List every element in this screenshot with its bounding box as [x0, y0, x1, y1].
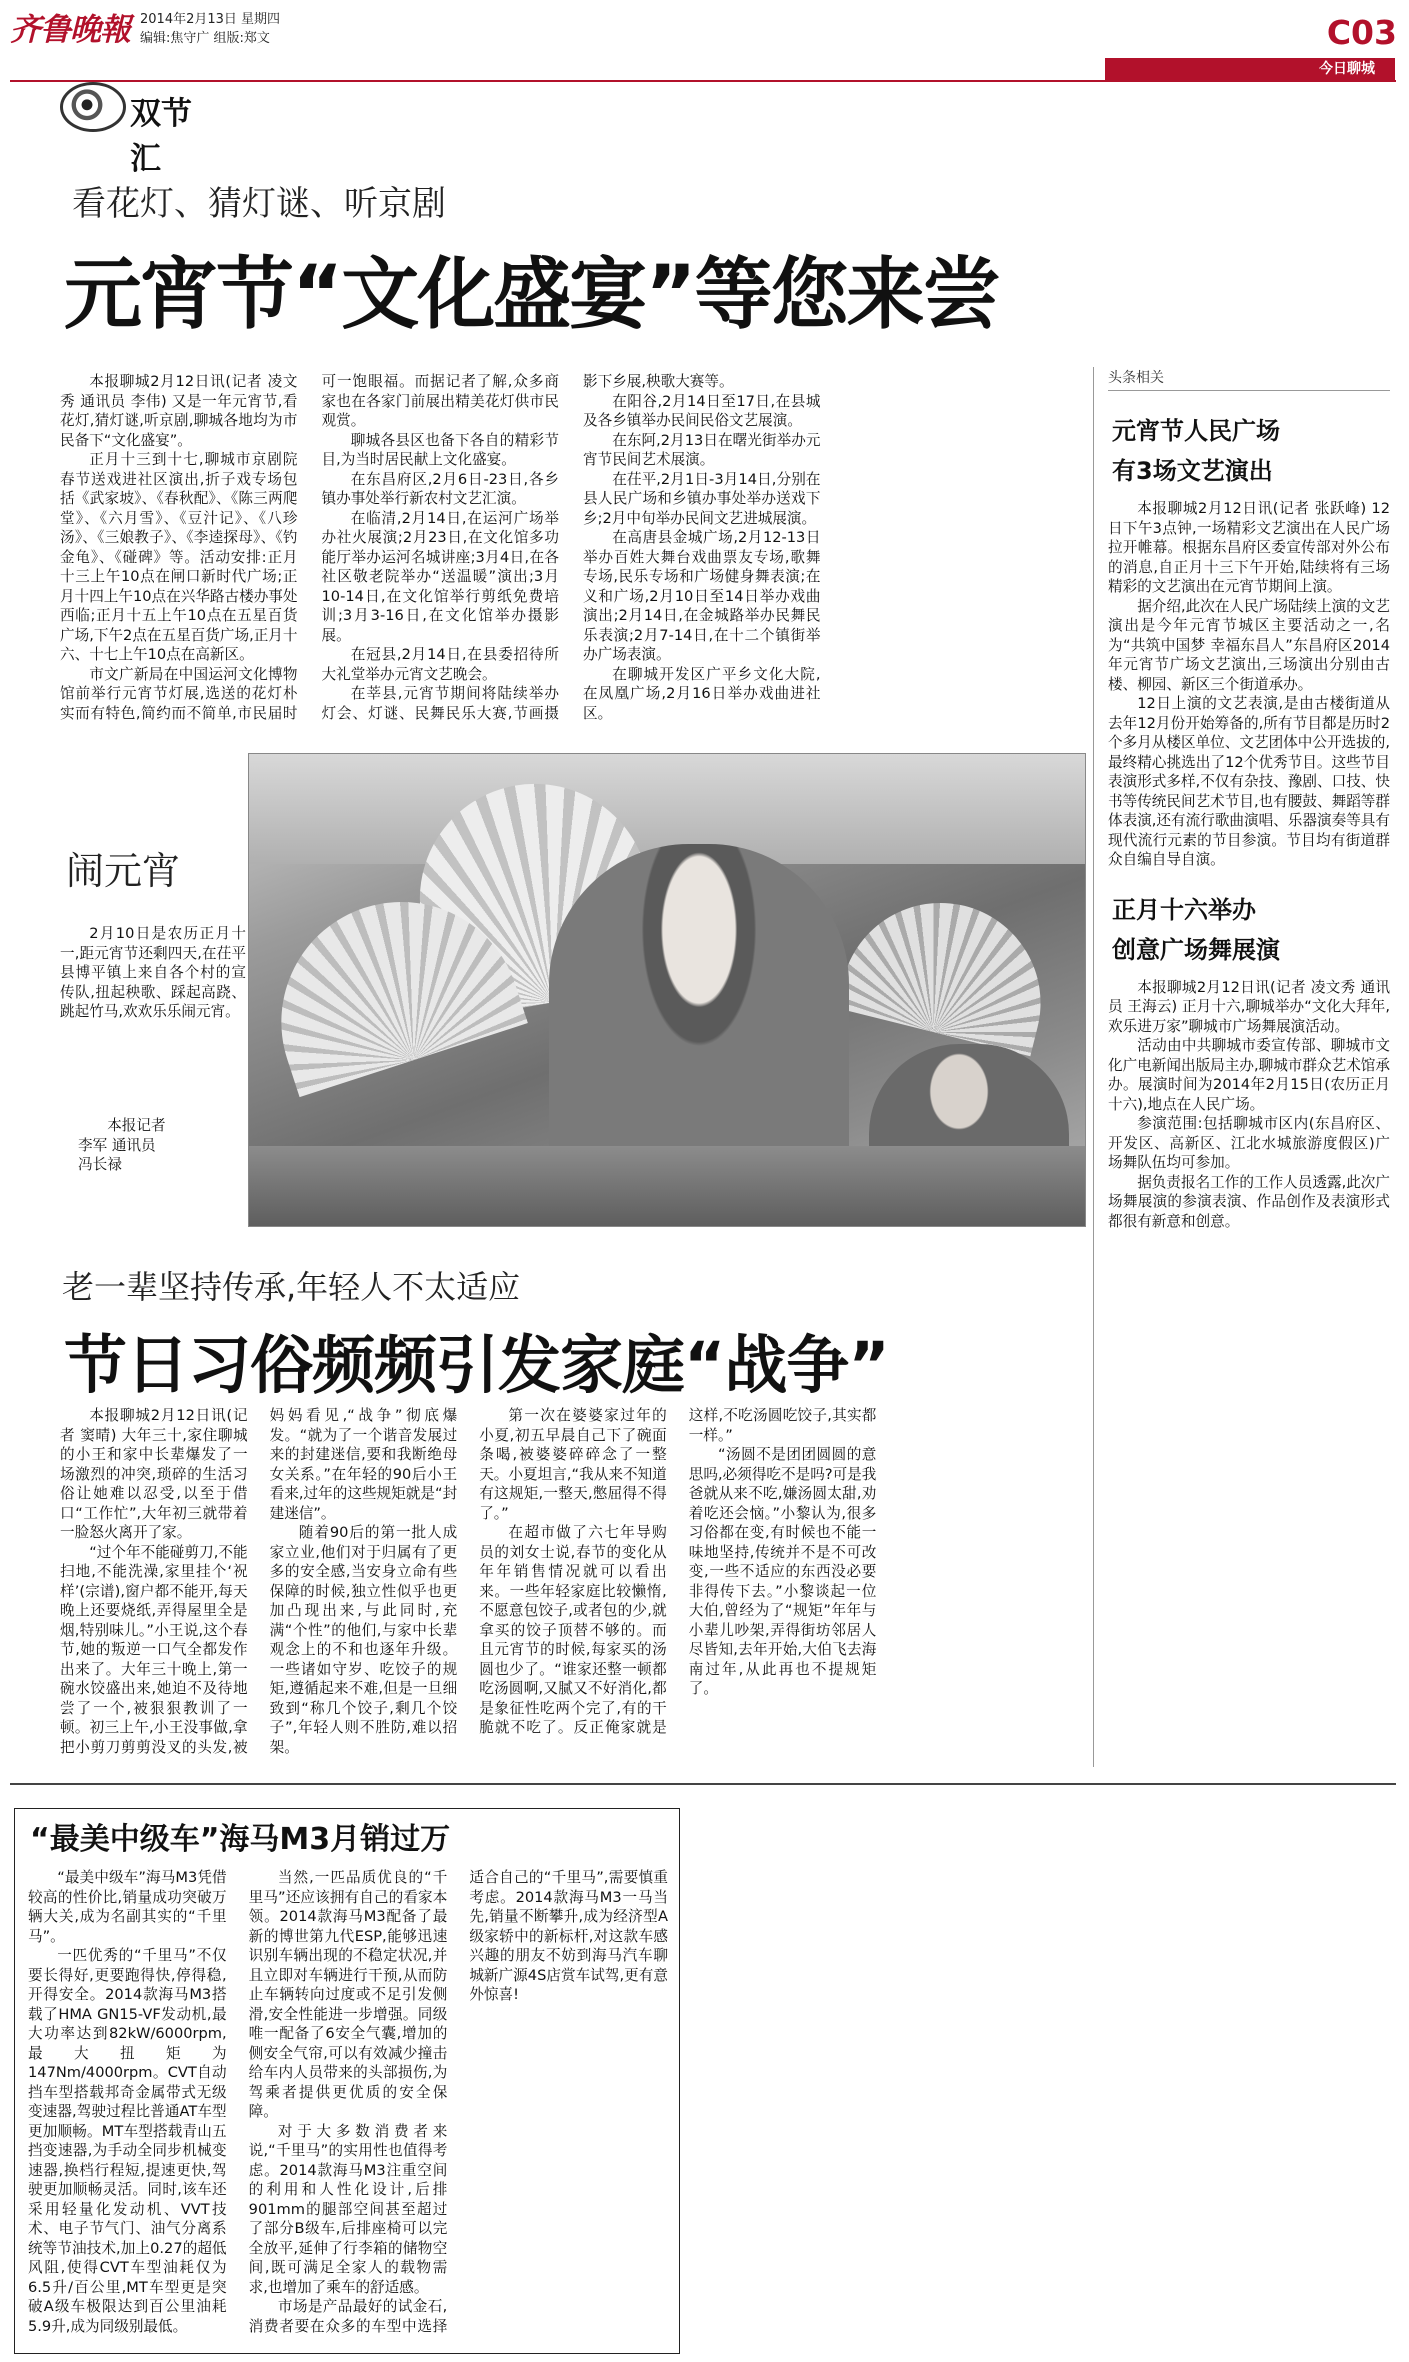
photo-byline — [78, 1116, 238, 1175]
story1-paragraph: 市文广新局在中国运河文化博物馆前举行元宵节灯展,选送的花灯朴实而有特色,简约而不简单,市民届时可一饱眼福。而据记者了解,众多商家也在各家门前展出精美花灯供市民观赏。 — [60, 373, 559, 722]
story1-paragraph: 在冠县,2月14日,在县委招待所大礼堂举办元宵文艺晚会。 — [321, 646, 559, 683]
fan-shape — [836, 882, 1062, 1057]
story1-paragraph: 在茌平,2月1日-3月14日,分别在县人民广场和乡镇办事处举办送戏下乡;2月中旬举办民间文艺进城展演。 — [583, 470, 821, 527]
photo-ground — [249, 1146, 1085, 1226]
advertorial-paragraph: 市场是产品最好的试金石,消费者要在众多的车型中选择适合自己的“千里马”,需要慎重考虑。2014款海马M3一马当先,销量不断攀升,成为经济型A级家轿中的新标杆,对这款车感兴趣的朋友不妨到海马汽车聊城新广源4S店赏车试驾,更有意外惊喜! — [248, 1869, 668, 2335]
sidebar-story2-title — [1112, 890, 1390, 970]
story2-paragraph: “过个年不能碰剪刀,不能扫地,不能洗澡,家里挂个‘祝样’(宗谱),窗户都不能开,每天晚上还要烧纸,弄得屋里全是烟,特别味儿。”小王说,这个春节,她的叛逆一口气全都发作出来了。大年三十晚上,第一碗水饺盛出来,她迫不及待地尝了一个,被狠狠教训了一顿。初三上午,小王没事做,拿把小剪刀剪剪没叉的头发,被妈妈看见,“战争”彻底爆发。“就为了一个谐音发展过来的封建迷信,要和我断绝母女关系。”在年轻的90后小王看来,过年的这些规矩就是“封建迷信”。 — [60, 1407, 458, 1756]
story1-kicker: 看花灯、猜灯谜、听京剧 — [72, 184, 446, 224]
byline-line: 本报记者 — [107, 1117, 166, 1134]
story2-paragraph: 第一次在婆婆家过年的小夏,初五早晨自己下了碗面条喝,被婆婆碎碎念了一整天。小夏坦言,“我从来不知道有这规矩,一整天,憋屈得不得了。” — [479, 1407, 667, 1522]
sidebar-paragraph: 参演范围:包括聊城市区内(东昌府区、开发区、高新区、江北水城旅游度假区)广场舞队伍均可参加。 — [1108, 1115, 1390, 1171]
advertorial-title: “最美中级车”海马M3月销过万 — [30, 1822, 451, 1857]
photo-caption-text: 2月10日是农历正月十一,距元宵节还剩四天,在茌平县博平镇上来自各个村的宣传队,扭起秧歌、踩起高跷、跳起竹马,欢欢乐乐闹元宵。 — [60, 925, 246, 1020]
story1-paragraph: 在阳谷,2月14日至17日,在县城及各乡镇举办民间民俗文艺展演。 — [583, 392, 821, 429]
title-line: 元宵节人民广场 — [1112, 417, 1280, 445]
story1-paragraph: 在东阿,2月13日在曙光街举办元宵节民间艺术展演。 — [583, 431, 821, 468]
advertorial-paragraph: 一匹优秀的“千里马”不仅要长得好,更要跑得快,停得稳,开得安全。2014款海马M3搭载了HMA GN15-VF发动机,最大功率达到82kW/6000rpm,最大扭矩为147Nm/4000rpm。CVT自动挡车型搭载邦奇金属带式无级变速器,驾驶过程比普通AT车型更加顺畅。MT车型搭载青山五挡变速器,为手动全同步机械变速器,换档行程短,提速更快,驾驶更加顺畅灵活。同时,该车还采用轻量化发动机、VVT技术、电子节气门、油气分离系统等节油技术,加上0.27的超低风阻,使得CVT车型油耗仅为6.5升/百公里,MT车型更是突破A级车极限达到百公里油耗5.9升,成为同级别最低。 — [28, 1947, 227, 2335]
story1-paragraph: 在高唐县金城广场,2月12-13日举办百姓大舞台戏曲票友专场,歌舞专场,民乐专场和广场健身舞表演;在义和广场,2月10日至14日举办戏曲演出;2月14日,在金城路举办民舞民乐表演;2月7-14日,在十二个镇街举办广场表演。 — [583, 529, 821, 663]
issue-meta — [140, 10, 440, 48]
newspaper-logo: 齐鲁晚報 — [10, 12, 130, 48]
sidebar-label: 头条相关 — [1108, 367, 1390, 391]
sidebar — [1108, 367, 1390, 1231]
sidebar-story2-body — [1108, 978, 1390, 1232]
story2-headline: 节日习俗频频引发家庭“战争” — [64, 1329, 889, 1402]
story1-paragraph: 在莘县,元宵节期间将陆续举办灯会、灯谜、民舞民乐大赛,节画摄影下乡展,秧歌大赛等。 — [321, 373, 734, 722]
sidebar-paragraph: 12日上演的文艺表演,是由古楼街道从去年12月份开始筹备的,所有节目都是历时2个多月从楼区单位、文艺团体中公开选拔的,最终精心挑选出了12个优秀节目。这些节目表演形式多样,不仅有杂技、豫剧、口技、快书等传统民间艺术节目,也有腰鼓、舞蹈等群体表演,还有流行歌曲演唱、乐器演奏等具有现代流行元素的节目参演。节目均有街道群众自编自导自演。 — [1108, 695, 1390, 868]
section-divider — [10, 1783, 1396, 1785]
title-line: 正月十六举办 — [1112, 895, 1256, 924]
news-photo — [248, 753, 1086, 1227]
sidebar-story1-body — [1108, 499, 1390, 870]
advertorial-paragraph: “最美中级车”海马M3凭借较高的性价比,销量成功突破万辆大关,成为名副其实的“千里马”。 — [28, 1869, 227, 1945]
story1-paragraph: 正月十三到十七,聊城市京剧院春节送戏进社区演出,折子戏专场包括《武家坡》、《春秋配》、《陈三两爬堂》、《六月雪》、《豆汁记》、《八珍汤》、《三娘教子》、《李逵探母》、《钓金龟》、《碰碑》等。活动安排:正月十三上午10点在闸口新时代广场;正月十四上午10点在兴华路古楼办事处西临;正月十五上午10点在五星百货广场,下午2点在五星百货广场,正月十六、十七上午10点在高新区。 — [60, 451, 298, 663]
byline-line: 冯长禄 — [78, 1156, 122, 1173]
advertorial-paragraph: 当然,一匹品质优良的“千里马”还应该拥有自己的看家本领。2014款海马M3配备了最新的博世第九代ESP,能够迅速识别车辆出现的不稳定状况,并且立即对车辆进行干预,从而防止车辆转向过度或不足引发侧滑,安全性能进一步增强。同级唯一配备了6安全气囊,增加的侧安全气帘,可以有效减少撞击给车内人员带来的头部损伤,为驾乘者提供更优质的安全保障。 — [248, 1869, 448, 2120]
advertorial-body — [28, 1868, 668, 2354]
story2-paragraph: “汤圆不是团团圆圆的意思吗,必须得吃不是吗?可是我爸就从来不吃,嫌汤圆太甜,劝着吃还会恼。”小黎认为,很多习俗都在变,有时候也不能一味地坚持,传统并不是不可改变,一些不适应的东西没必要非得传下去。”小黎谈起一位大伯,曾经为了“规矩”年年与小辈儿吵架,弄得街坊邻居人尽皆知,去年开始,大伯飞去海南过年,从此再也不提规矩了。 — [688, 1446, 877, 1697]
sidebar-paragraph: 本报聊城2月12日讯(记者 凌文秀 通讯员 王海云) 正月十六,聊城举办“文化大拜年,欢乐进万家”聊城市广场舞展演活动。 — [1108, 978, 1390, 1035]
story2-paragraph: 本报聊城2月12日讯(记者 窦晴) 大年三十,家住聊城的小王和家中长辈爆发了一场激烈的冲突,琐碎的生活习俗让她难以忍受,以至于借口“工作忙”,大年初三就带着一脸怒火离开了家。 — [60, 1407, 248, 1541]
column-logo — [60, 80, 220, 177]
photo-caption — [60, 924, 246, 1022]
advertorial-paragraph: 对于大多数消费者来说,“千里马”的实用性也值得考虑。2014款海马M3注重空间的利用和人性化设计,后排901mm的腿部空间甚至超过了部分B级车,后排座椅可以完全放平,延伸了行李箱的储物空间,既可满足全家人的载物需求,也增加了乘车的舒适感。 — [248, 2122, 448, 2296]
story1-body — [60, 372, 1082, 728]
sidebar-paragraph: 据负责报名工作的工作人员透露,此次广场舞展演的参演表演、作品创作及表演形式都很有新意和创意。 — [1108, 1173, 1390, 1230]
column-name: 双节汇 — [130, 96, 192, 177]
photo-caption-title: 闹元宵 — [66, 849, 181, 893]
title-line: 有3场文艺演出 — [1112, 457, 1273, 485]
issue-date: 2014年2月13日 星期四 — [140, 12, 281, 27]
sidebar-paragraph: 活动由中共聊城市委宣传部、聊城市文化广电新闻出版局主办,聊城市群众艺术馆承办。展演时间为2014年2月15日(农历正月十六),地点在人民广场。 — [1108, 1037, 1390, 1113]
story2-paragraph: 在超市做了六七年导购员的刘女士说,春节的变化从年年销售情况就可以看出来。一些年轻家庭比较懒惰,不愿意包饺子,或者包的少,就拿买的饺子顶替不够的。而且元宵节的时候,每家买的汤圆也少了。“谁家还整一顿都吃汤圆啊,又腻又不好消化,都是象征性吃两个完了,有的干脆就不吃了。反正俺家就是这样,不吃汤圆吃饺子,其实都一样。” — [479, 1407, 877, 1736]
sidebar-paragraph: 本报聊城2月12日讯(记者 张跃峰) 12日下午3点钟,一场精彩文艺演出在人民广场拉开帷幕。根据东昌府区委宣传部对外公布的消息,自正月十三下午开始,陆续将有三场精彩的文艺演出在元宵节期间上演。 — [1108, 500, 1390, 595]
firecracker-icon — [60, 82, 126, 132]
story1-paragraph: 在聊城开发区广平乡文化大院,在凤凰广场,2月16日举办戏曲进社区。 — [583, 665, 821, 722]
story1-headline: 元宵节“文化盛宴”等您来尝 — [64, 250, 999, 340]
story1-paragraph: 聊城各县区也备下各自的精彩节目,为当时居民献上文化盛宴。 — [321, 431, 559, 468]
editor-credits: 编辑:焦守广 组版:郑文 — [140, 31, 270, 46]
byline-line: 李军 通讯员 — [78, 1136, 156, 1154]
title-line: 创意广场舞展演 — [1112, 935, 1280, 964]
sidebar-paragraph: 据介绍,此次在人民广场陆续上演的文艺演出是今年元宵节城区主要活动之一,名为“共筑中国梦 幸福东昌人”东昌府区2014年元宵节广场文艺演出,三场演出分别由古楼、柳园、新区三个街道承办。 — [1108, 597, 1390, 693]
story2-paragraph: 随着90后的第一批人成家立业,他们对于归属有了更多的安全感,当安身立命有些保障的时候,独立性似乎也更加凸现出来,与此同时,充满“个性”的他们,与家中长辈观念上的不和也逐年升级。一些诸如守岁、吃饺子的规矩,遵循起来不难,但是一旦细致到“称几个饺子,剩几个饺子”,年轻人则不胜防,难以招架。 — [269, 1524, 458, 1756]
story2-body — [60, 1406, 1086, 1766]
story1-paragraph: 在临清,2月14日,在运河广场举办社火展演;2月23日,在文化馆多功能厅举办运河名城讲座;3月4日,在各社区敬老院举办“送温暖”演出;3月10-14日,在文化馆举行剪纸免费培训;3月3-16日,在文化馆举办摄影展。 — [321, 509, 559, 644]
page-number: C03 — [1326, 13, 1397, 52]
column-divider — [1093, 367, 1094, 1767]
sidebar-story1-title — [1112, 411, 1390, 491]
section-name: 今日聊城 — [1105, 58, 1395, 80]
story1-paragraph: 本报聊城2月12日讯(记者 凌文秀 通讯员 李伟) 又是一年元宵节,看花灯,猜灯谜,听京剧,聊城各地均为市民备下“文化盛宴”。 — [60, 373, 298, 449]
story2-kicker: 老一辈坚持传承,年轻人不太适应 — [62, 1268, 521, 1306]
story1-paragraph: 在东昌府区,2月6日-23日,各乡镇办事处举行新农村文艺汇演。 — [321, 470, 559, 507]
